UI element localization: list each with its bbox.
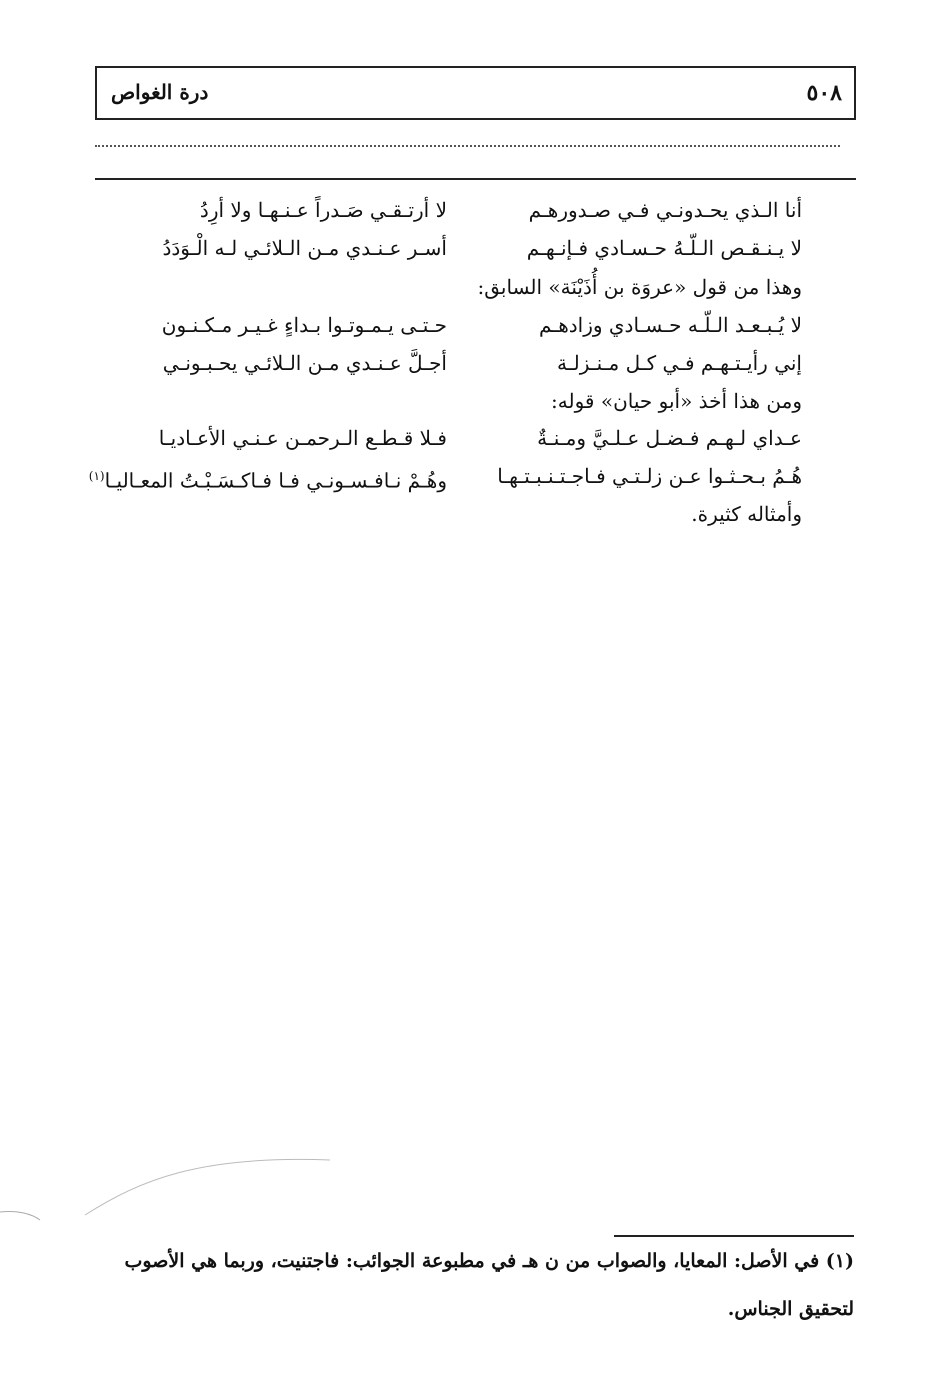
verse-6-second-hemistich-text: وهُـمْ نـافـسـونـي فـا فـاكـسَـبْـتُ المعـاليـا: [104, 468, 447, 493]
verse-4-second-hemistich: أجـلَّ عـنـدي مـن الـلائـي يحـبـونـي: [162, 351, 447, 375]
footnote-line-2: لتحقيق الجناس.: [727, 1298, 854, 1320]
prose-line-3: وأمثاله كثيرة.: [691, 502, 802, 526]
verse-6-first-hemistich: هُـمُ بـحـثـوا عـن زلـتـي فـاجـتـنـبـتـهـا: [497, 464, 802, 488]
verse-2-second-hemistich: أسـر عـنـدي مـن الـلائـي لـه الْـوَدَدُ: [162, 236, 447, 260]
scan-smudge: [0, 1140, 420, 1250]
dotted-divider: [95, 145, 840, 147]
header-divider: [95, 178, 856, 180]
running-title: درة الغواص: [111, 80, 209, 104]
verse-3-second-hemistich: حـتـى يـمـوتـوا بـداءٍ غـيـر مـكـنـون: [161, 313, 447, 337]
verse-2-first-hemistich: لا يـنـقـص الـلّـهُ حـسـادي فـإنـهـم: [526, 236, 802, 260]
footnote-divider: [614, 1235, 854, 1237]
verse-4-first-hemistich: إني رأيـتـهـم فـي كـل مـنـزلـة: [557, 351, 802, 375]
prose-line-1: وهذا من قول «عروَة بن أُذَيْنَة» السابق:: [477, 275, 802, 299]
verse-5-first-hemistich: عـداي لـهـم فـضـل عـلـيَّ ومـنـةٌ: [537, 426, 802, 450]
verse-3-first-hemistich: لا يُـبـعـد الـلّـه حـسـادي وزادهـم: [539, 313, 802, 337]
footnote-marker: (١): [88, 469, 105, 483]
verse-1-second-hemistich: لا أرتـقـي صَـدراً عـنـهـا ولا أرِدُ: [199, 198, 447, 222]
verse-5-second-hemistich: فـلا قـطـع الـرحمـن عـنـي الأعـاديـا: [158, 426, 447, 450]
prose-line-2: ومن هذا أخذ «أبو حيان» قوله:: [551, 389, 802, 413]
page-number: ٥٠٨: [806, 80, 842, 106]
verse-1-first-hemistich: أنا الـذي يحـدونـي فـي صـدورهـم: [528, 198, 802, 222]
page-header: [95, 66, 856, 120]
footnote-line-1: (١) في الأصل: المعايا، والصواب من ن هـ في مطبوعة الجوائب: فاجتنيت، وربما هي الأصوب: [124, 1250, 854, 1272]
verse-6-second-hemistich: [89, 462, 447, 495]
